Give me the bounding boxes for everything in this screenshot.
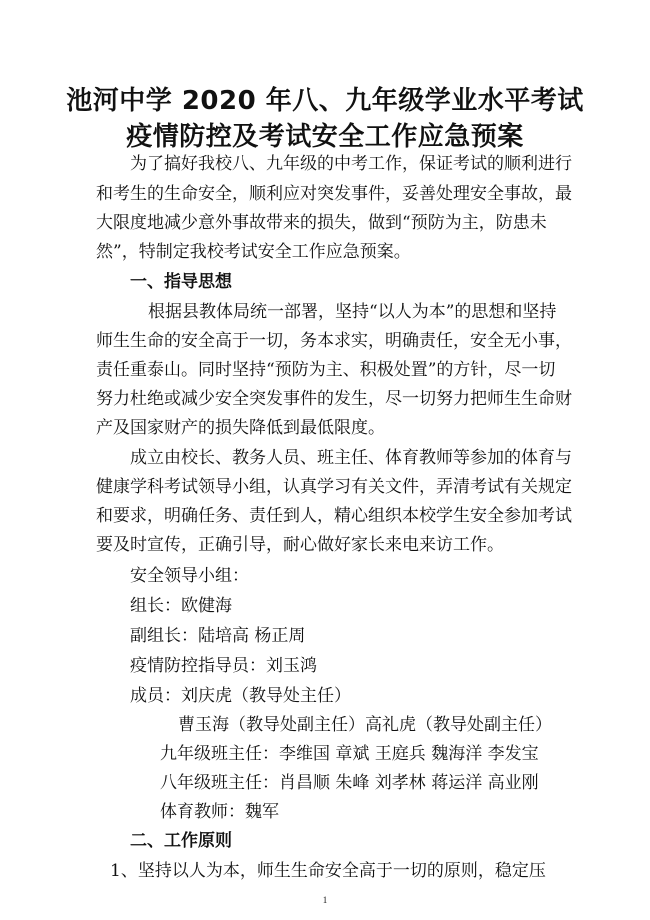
section1-para2-line-4: 要及时宣传，正确引导，耐心做好家长来电来访工作。 <box>96 535 504 555</box>
section1-para2-line-2: 健康学科考试领导小组，认真学习有关文件，弄清考试有关规定 <box>96 477 572 497</box>
intro-line-1: 为了搞好我校八、九年级的中考工作，保证考试的顺利进行 <box>130 154 572 174</box>
page-number: 1 <box>322 895 328 905</box>
team-grade9-teachers: 九年级班主任：李维国 章斌 王庭兵 魏海洋 李发宝 <box>160 744 539 764</box>
section2-item-1: 1、坚持以人为本，师生生命安全高于一切的原则，稳定压 <box>110 861 546 881</box>
team-leader: 组长：欧健海 <box>130 596 232 616</box>
team-label: 安全领导小组： <box>130 566 249 586</box>
intro-line-2: 和考生的生命安全，顺利应对突发事件，妥善处理安全事故，最 <box>96 184 572 204</box>
section1-para1-line-3: 责任重泰山。同时坚持“预防为主、积极处置”的方针，尽一切 <box>96 360 556 380</box>
team-grade8-teachers: 八年级班主任：肖昌顺 朱峰 刘孝林 蒋运洋 高业刚 <box>160 773 539 793</box>
section1-para1-line-5: 产及国家财产的损失降低到最低限度。 <box>96 418 385 438</box>
intro-line-4: 然”，特制定我校考试安全工作应急预案。 <box>96 242 411 262</box>
section1-para2-line-1: 成立由校长、教务人员、班主任、体育教师等参加的体育与 <box>130 448 572 468</box>
intro-line-3: 大限度地减少意外事故带来的损失，做到“预防为主，防患未 <box>96 213 547 233</box>
section-heading-work-principles: 二、工作原则 <box>130 831 232 851</box>
document-title-line1: 池河中学 2020 年八、九年级学业水平考试 <box>66 86 584 116</box>
section1-para1-line-4: 努力杜绝或减少安全突发事件的发生，尽一切努力把师生生命财 <box>96 389 572 409</box>
team-deputy: 副组长：陆培高 杨正周 <box>130 626 306 646</box>
section1-para1-line-2: 师生生命的安全高于一切，务本求实，明确责任，安全无小事， <box>96 331 572 351</box>
document-title-line2: 疫情防控及考试安全工作应急预案 <box>126 122 524 152</box>
team-members: 成员：刘庆虎（教导处主任） <box>130 686 351 706</box>
section1-para1-line-1: 根据县教体局统一部署，坚持“以人为本”的思想和坚持 <box>148 302 557 322</box>
team-members-continued: 曹玉海（教导处副主任）高礼虎（教导处副主任） <box>178 715 552 735</box>
section-heading-guiding-ideology: 一、指导思想 <box>130 272 232 292</box>
team-epidemic-advisor: 疫情防控指导员：刘玉鸿 <box>130 656 317 676</box>
team-pe-teacher: 体育教师：魏军 <box>160 802 279 822</box>
section1-para2-line-3: 和要求，明确任务、责任到人，精心组织本校学生安全参加考试 <box>96 506 572 526</box>
